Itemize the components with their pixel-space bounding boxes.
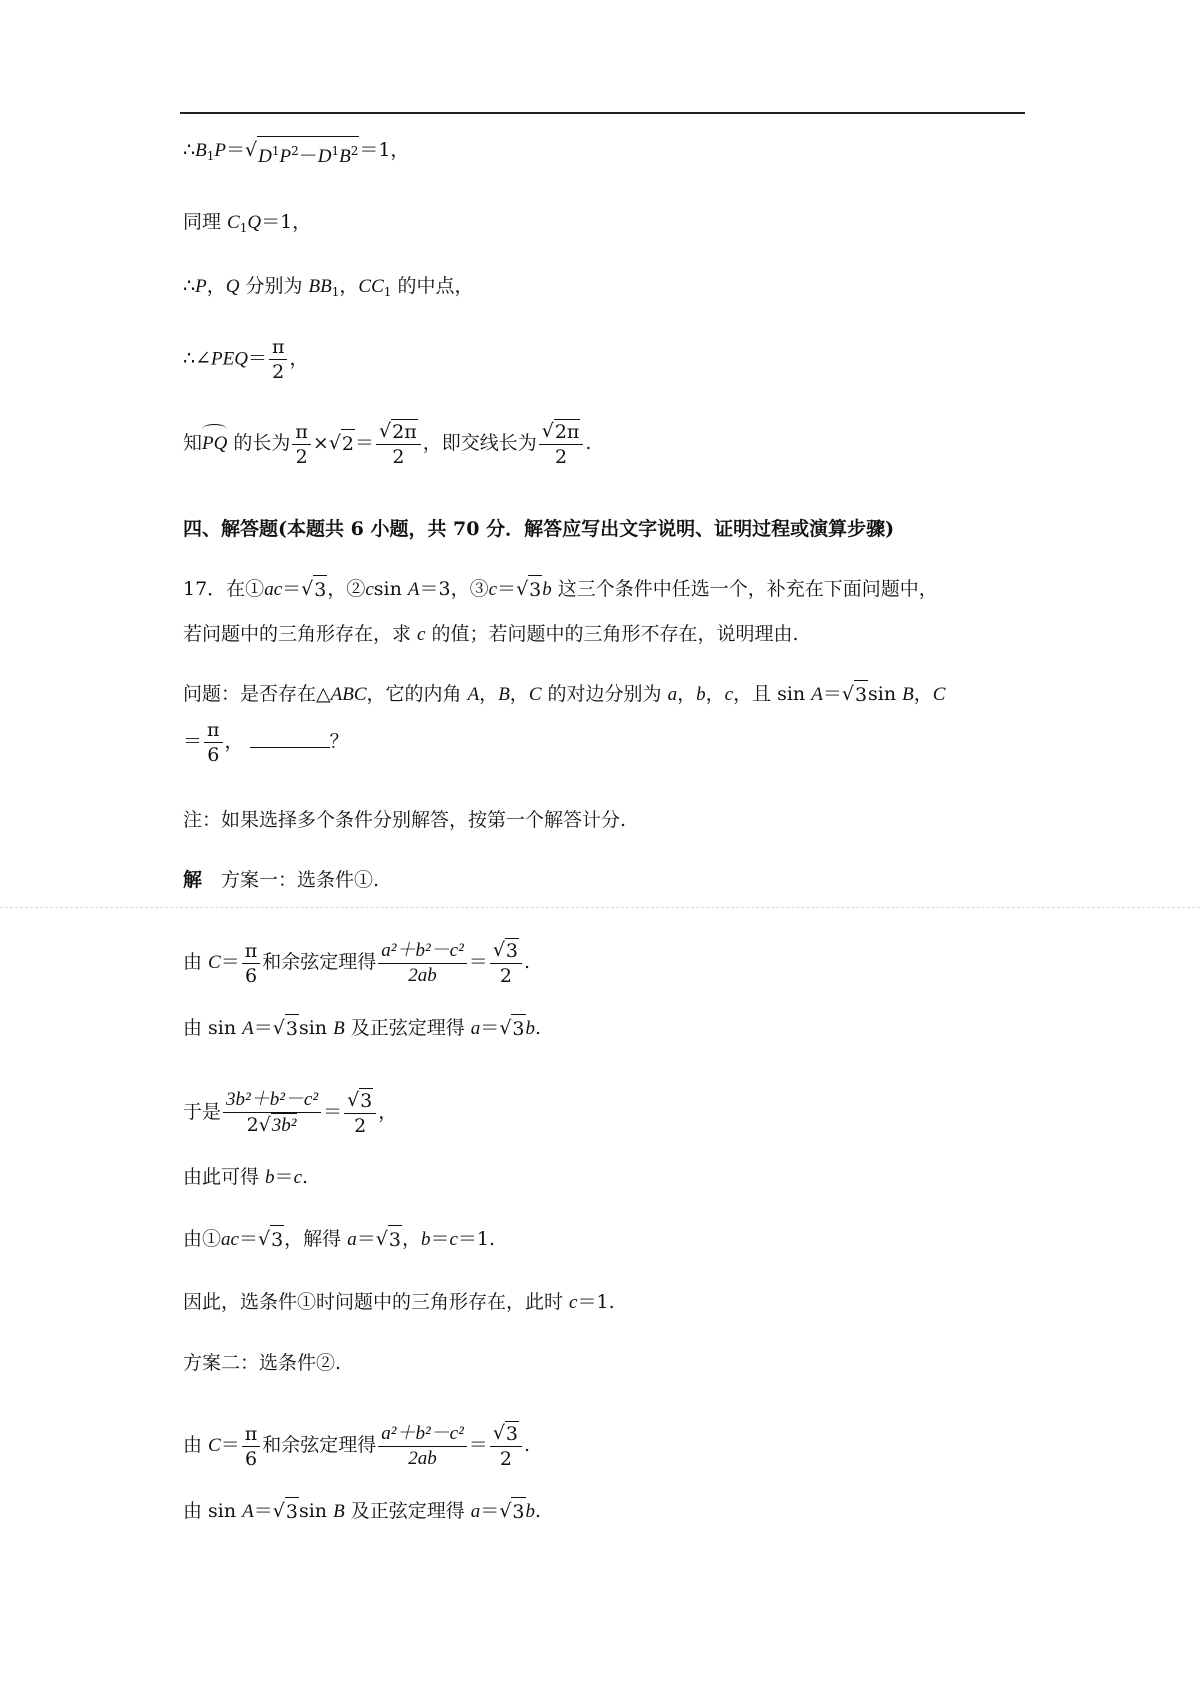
sine-law-line-2: 由 sin A＝ √ 3 sin B 及正弦定理得 a＝ √ 3 b.: [183, 1497, 541, 1526]
solution-plan-2: 方案二：选条件②.: [183, 1352, 342, 1374]
substitution-line: 于是 3b²＋b²－c² 2 √ 3b² ＝ √ 3 2 ，: [183, 1089, 398, 1137]
solution-plan-1: 解 方案一：选条件①.: [183, 869, 380, 891]
sine-law-line: 由 sin A＝ √ 3 sin B 及正弦定理得 a＝ √ 3 b.: [183, 1014, 541, 1043]
line-b1p: $\therefore B_1P=$ √ $D^1P^2-D^1B^2$ ＝1，: [183, 136, 409, 171]
header-rule: [180, 112, 1025, 114]
arc-symbol: PQ: [202, 430, 227, 458]
solve-line: 由①ac＝ √ 3 ，解得 a＝ √ 3 ，b＝c＝1.: [183, 1225, 495, 1254]
cosine-law-line-2: 由 C＝ $\frac{\pi}{6}$ 和余弦定理得 $\frac{\text{a²＋b²－c²}}{2ab}$ ＝ √ 3 2 .: [183, 1422, 531, 1470]
note-line: 注：如果选择多个条件分别解答，按第一个解答计分.: [183, 809, 627, 831]
page-divider: [0, 907, 1200, 908]
section-heading: 四、解答题(本题共 6 小题，共 70 分．解答应写出文字说明、证明过程或演算步骤): [183, 518, 895, 540]
line-arc-length: 知PQ 的长为 $\frac{\pi}{2}$ × √ 2 ＝ √ 2π 2 ，即交线长为 √ 2π 2 .: [183, 420, 592, 468]
answer-blank: [250, 729, 330, 748]
sqrt-expression: √ $D^1P^2-D^1B^2$: [245, 136, 359, 171]
problem-17-line1: 17．在①ac＝ √ 3 ，②csin A＝3，③c＝ √ 3 b 这三个条件中任选一个，补充在下面问题中，: [183, 575, 938, 604]
fraction: $\frac{\pi}{2}$: [269, 335, 288, 384]
problem-17-line2: 若问题中的三角形存在，求 c 的值；若问题中的三角形不存在，说明理由.: [183, 623, 799, 645]
question-line1: 问题：是否存在△ABC，它的内角 A，B，C 的对边分别为 a，b，c，且 sin A＝ √ 3 sin B，C: [183, 680, 945, 709]
conclusion-line: 因此，选条件①时问题中的三角形存在，此时 c＝1.: [183, 1291, 615, 1313]
line-c1q: 同理 $C_1Q=1$，: [183, 211, 312, 235]
line-angle: ∴∠PEQ＝ $\frac{\pi}{2}$ ，: [183, 336, 309, 383]
question-line2: ＝ $\frac{\pi}{6}$ ， ？: [183, 719, 349, 766]
b-equals-c-line: 由此可得 b＝c.: [183, 1166, 309, 1188]
line-midpoints: ∴P，Q 分别为 $BB_1$，$CC_1$ 的中点，: [183, 275, 474, 299]
cosine-law-line: 由 C＝ $\frac{\pi}{6}$ 和余弦定理得 $\frac{\text{a²＋b²－c²}}{2ab}$ ＝ √ 3 2 .: [183, 939, 531, 987]
